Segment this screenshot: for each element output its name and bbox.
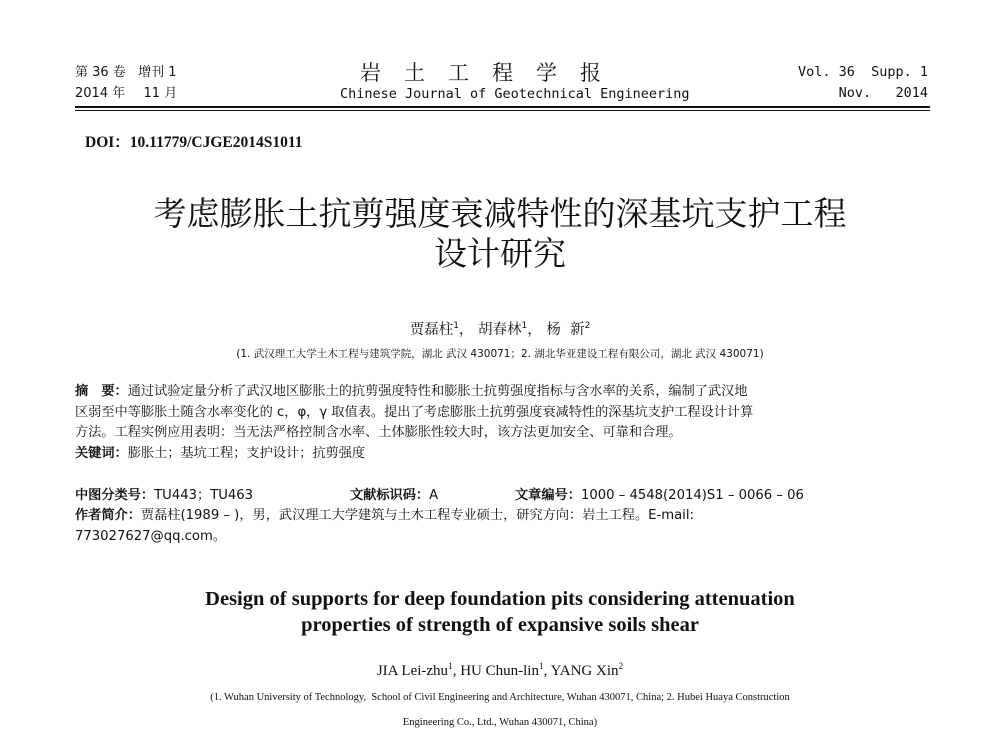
author-en-2-sup: 1 xyxy=(538,662,544,672)
doc-code-label: 文献标识码： xyxy=(350,488,430,503)
doc-code xyxy=(350,484,438,503)
doi xyxy=(85,130,302,152)
title-cn-line1: 考虑膨胀土抗剪强度衰减特性的深基坑支护工程 xyxy=(153,194,847,233)
article-no-value: 1000 – 4548(2014)S1 – 0066 – 06 xyxy=(580,488,804,503)
author-bio-line1 xyxy=(75,506,933,527)
header-volume-cn xyxy=(75,64,177,81)
author-bio xyxy=(75,506,933,547)
header-rule-thin xyxy=(75,110,930,111)
doi-label: DOI： xyxy=(85,134,130,151)
volume-cn: 第 36 卷 xyxy=(75,65,126,80)
date-en: Nov. 2014 xyxy=(838,85,928,101)
abstract-cn-line1 xyxy=(75,382,933,403)
author-cn-1-sup: 1 xyxy=(453,321,459,332)
abstract-cn xyxy=(75,382,933,464)
doc-code-value: A xyxy=(429,488,439,503)
title-cn-line2: 设计研究 xyxy=(434,234,566,273)
author-en-1: JIA Lei-zhu xyxy=(376,663,449,679)
clc-label: 中图分类号： xyxy=(75,488,155,503)
journal-title-en: Chinese Journal of Geotechnical Engineering xyxy=(340,86,690,102)
keywords-cn-value: 膨胀土；基坑工程；支护设计；抗剪强度 xyxy=(127,445,366,461)
author-cn-1: 贾磊柱 xyxy=(409,322,454,338)
author-cn-2: 胡春林 xyxy=(478,322,522,338)
author-cn-3: 杨 新 xyxy=(546,322,585,338)
title-en-line1: Design of supports for deep foundation pits considering attenuation xyxy=(205,588,795,610)
title-cn xyxy=(60,194,940,274)
author-en-3: YANG Xin xyxy=(550,663,619,679)
affiliation-en-line1: (1. Wuhan University of Technology, School of Civil Engineering and Architecture, Wuhan 430071, China; 2. Hubei Huaya Construction xyxy=(210,692,790,703)
volume-en: Vol. 36 Supp. 1 xyxy=(797,64,928,80)
article-no xyxy=(515,484,804,503)
authors-en: JIA Lei-zhu$^1$, HU Chun-lin$^1$, YANG Xin$^2$ xyxy=(376,662,624,679)
article-no-label: 文章编号： xyxy=(515,488,581,503)
supplement-cn: 增刊 1 xyxy=(138,65,177,80)
title-en xyxy=(80,586,920,638)
authors-cn: 贾磊柱$^1$， 胡春林$^1$， 杨 新$^2$ xyxy=(409,321,591,338)
author-cn-3-sup: 2 xyxy=(584,321,591,332)
author-en-3-sup: 2 xyxy=(618,662,624,672)
abstract-cn-text1: 通过试验定量分析了武汉地区膨胀土的抗剪强度特性和膨胀土抗剪强度指标与含水率的关系，编制了武汉地 xyxy=(127,384,748,399)
journal-title-cn: 岩土工程学报 xyxy=(360,61,624,85)
keywords-cn-label: 关键词： xyxy=(75,445,128,461)
author-bio-line2: 773027627@qq.com。 xyxy=(75,528,226,544)
abstract-cn-line3: 方法。工程实例应用表明：当无法严格控制含水率、土体膨胀性较大时，该方法更加安全、可靠和合理。 xyxy=(75,425,682,440)
abstract-cn-label: 摘 要： xyxy=(75,384,128,399)
doi-value: 10.11779/CJGE2014S1011 xyxy=(129,134,303,151)
author-cn-2-sup: 1 xyxy=(521,321,528,332)
title-en-line2: properties of strength of expansive soils shear xyxy=(301,614,699,636)
clc-value: TU443；TU463 xyxy=(154,488,254,503)
affiliation-cn: (1. 武汉理工大学土木工程与建筑学院，湖北 武汉 430071；2. 湖北华亚建设工程有限公司，湖北 武汉 430071) xyxy=(236,348,764,360)
author-en-2: HU Chun-lin xyxy=(460,663,539,679)
clc xyxy=(75,484,253,503)
month-cn: 11 月 xyxy=(143,86,178,101)
author-bio-label: 作者简介： xyxy=(75,508,141,523)
year-cn: 2014 年 xyxy=(75,86,126,101)
author-en-1-sup: 1 xyxy=(448,662,453,672)
abstract-cn-line2: 区弱至中等膨胀土随含水率变化的 c，φ，γ 取值表。提出了考虑膨胀土抗剪强度衰减特性的深基坑支护工程设计计算 xyxy=(75,404,754,420)
keywords-cn xyxy=(75,444,933,465)
header-date-cn xyxy=(75,85,177,102)
author-bio-text1: 贾磊柱(1989 – )，男，武汉理工大学建筑与土木工程专业硕士，研究方向：岩土工程。E-mail: xyxy=(140,508,694,523)
affiliation-en-line2: Engineering Co., Ltd., Wuhan 430071, China) xyxy=(402,717,598,728)
header-rule-thick xyxy=(75,106,930,108)
